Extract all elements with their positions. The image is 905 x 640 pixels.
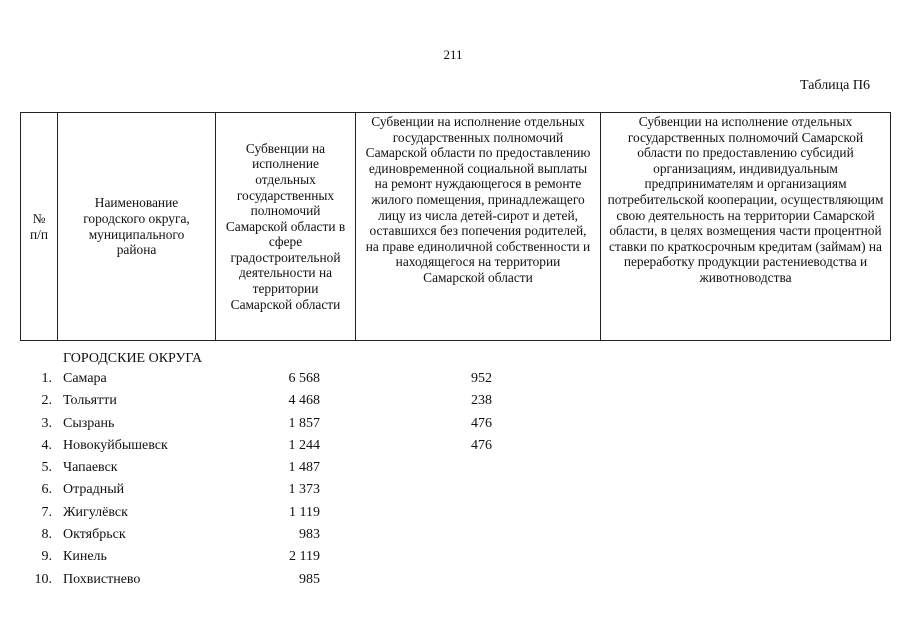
- row-name: Кинель: [63, 549, 107, 565]
- row-value-2: 476: [471, 437, 492, 453]
- table-row: [0, 480, 905, 502]
- row-value-2: 476: [471, 415, 492, 431]
- table-row: [0, 525, 905, 547]
- row-name: Чапаевск: [63, 460, 118, 476]
- row-number: 5.: [41, 460, 52, 476]
- row-value-1: 1 244: [288, 437, 320, 453]
- row-name: Октябрьск: [63, 527, 126, 543]
- row-name: Отрадный: [63, 482, 125, 498]
- row-number: 9.: [41, 549, 52, 565]
- row-number: 2.: [41, 393, 52, 409]
- table-row: [0, 547, 905, 569]
- table-title: Таблица П6: [800, 78, 870, 93]
- section-title: ГОРОДСКИЕ ОКРУГА: [63, 351, 203, 366]
- row-value-1: 1 487: [288, 460, 320, 476]
- row-value-1: 1 373: [288, 482, 320, 498]
- row-name: Похвистнево: [63, 571, 141, 587]
- table-row: [0, 436, 905, 458]
- row-value-2: 238: [471, 393, 492, 409]
- table-row: [0, 458, 905, 480]
- table-row: [0, 391, 905, 413]
- row-value-1: 6 568: [288, 371, 320, 386]
- row-value-2: 952: [471, 371, 492, 386]
- table-row: [0, 570, 905, 592]
- row-value-1: 983: [299, 527, 320, 543]
- row-number: 3.: [41, 415, 52, 431]
- header-col-1: Субвенции на исполнение отдельных государственных полномочий Самарской области в сфере градостроительной деятельности на территории Самарской области: [216, 113, 356, 341]
- page-number: 211: [443, 47, 463, 62]
- header-num: № п/п: [21, 113, 58, 341]
- row-value-1: 4 468: [288, 393, 320, 409]
- row-name: Новокуйбышевск: [63, 437, 168, 453]
- header-col-2: Субвенции на исполнение отдельных государственных полномочий Самарской области по предоставлению единовременной социальной выплаты на ремонт нуждающегося в ремонте жилого помещения, принадлежащего лицу из числа детей-сирот и детей, оставшихся без попечения родителей, на праве единоличной собственности и находящегося на территории Самарской области: [356, 113, 601, 341]
- row-number: 1.: [41, 371, 52, 386]
- row-value-1: 2 119: [289, 549, 320, 565]
- header-name: Наименование городского округа, муниципального района: [58, 113, 216, 341]
- row-number: 4.: [41, 437, 52, 453]
- row-value-1: 985: [299, 571, 320, 587]
- data-rows: [0, 369, 905, 592]
- header-table: [20, 112, 891, 341]
- row-value-1: 1 857: [288, 415, 320, 431]
- row-number: 6.: [41, 482, 52, 498]
- table-row: [0, 503, 905, 525]
- row-name: Самара: [63, 371, 107, 386]
- header-col-3: Субвенции на исполнение отдельных государственных полномочий Самарской области по предоставлению субсидий организациям, индивидуальным предпринимателям и организациям потребительской кооперации, осуществляющим свою деятельность на территории Самарской области, в целях возмещения части процентной ставки по краткосрочным кредитам (займам) на переработку продукции растениеводства и животноводства: [601, 113, 891, 341]
- row-value-1: 1 119: [289, 504, 320, 520]
- table-row: [0, 369, 905, 391]
- row-name: Жигулёвск: [63, 504, 128, 520]
- row-number: 7.: [41, 504, 52, 520]
- row-number: 10.: [34, 571, 52, 587]
- row-number: 8.: [41, 527, 52, 543]
- row-name: Сызрань: [63, 415, 115, 431]
- row-name: Тольятти: [63, 393, 117, 409]
- table-row: [0, 414, 905, 436]
